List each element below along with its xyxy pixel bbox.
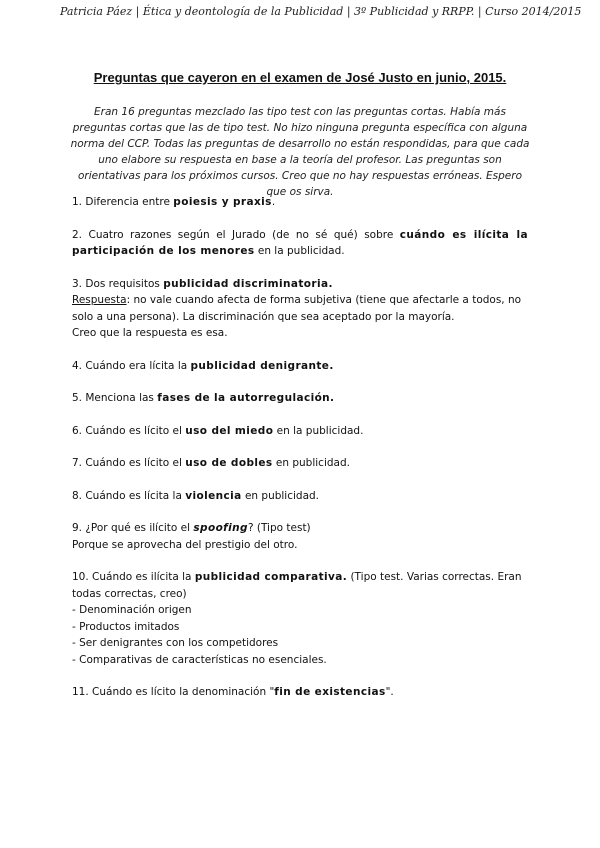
question-2: 2. Cuatro razones según el Jurado (de no sé qué) sobre cuándo es ilícita la participación de los menores en la publicidad. xyxy=(72,228,528,257)
keyword: fases de la autorregulación. xyxy=(157,392,335,404)
question-7: 7. Cuándo es lícito el uso de dobles en publicidad. xyxy=(72,457,350,469)
question-8: 8. Cuándo es lícita la violencia en publicidad. xyxy=(72,489,320,502)
answer-note: Creo que la respuesta es esa. xyxy=(72,327,228,339)
keyword: uso del miedo xyxy=(185,424,274,437)
answer-text: Porque se aprovecha del prestigio del otro. xyxy=(72,538,298,551)
list-item: - Denominación origen xyxy=(72,604,192,616)
question-9: 9. ¿Por qué es ilícito el spoofing? (Tipo test) Porque se aprovecha del prestigio del otro. xyxy=(72,520,528,553)
keyword: publicidad comparativa. xyxy=(194,571,348,583)
intro-paragraph: Eran 16 preguntas mezclado las tipo test con las preguntas cortas. Había más preguntas cortas que las de tipo test. No hizo ninguna pregunta específica con alguna norma del CCP. Todas las preguntas de desarrollo no están respondidas, para que cada uno elabore su respuesta en base a la teoría del profesor. Las preguntas son orientativas para los próximos cursos. Creo que no hay respuestas erróneas. Espero que os sirva. xyxy=(70,106,530,198)
list-item: - Comparativas de características no esenciales. xyxy=(72,653,327,666)
keyword: publicidad denigrante. xyxy=(190,359,334,372)
question-11: 11. Cuándo es lícito la denominación "fin de existencias". xyxy=(72,686,394,698)
questions-list xyxy=(72,194,528,717)
page-title: Preguntas que cayeron en el examen de José Justo en junio, 2015. xyxy=(93,70,507,85)
keyword: poiesis y praxis xyxy=(173,196,272,208)
question-1: 1. Diferencia entre poiesis y praxis. xyxy=(72,196,276,208)
answer-label: Respuesta xyxy=(72,294,127,306)
answer-text: : no vale cuando afecta de forma subjetiva (tiene que afectarle a todos, no solo a una persona). La discriminación que sea aceptado por la mayoría. xyxy=(72,294,522,323)
question-5: 5. Menciona las fases de la autorregulación. xyxy=(72,392,335,404)
list-item: - Ser denigrantes con los competidores xyxy=(72,637,279,649)
question-6: 6. Cuándo es lícito el uso del miedo en la publicidad. xyxy=(72,424,364,437)
question-4: 4. Cuándo era lícita la publicidad denigrante. xyxy=(72,359,334,372)
keyword: fin de existencias xyxy=(274,686,386,698)
keyword: publicidad discriminatoria. xyxy=(163,277,333,290)
keyword: uso de dobles xyxy=(185,457,273,469)
question-10: 10. Cuándo es ilícita la publicidad comparativa. (Tipo test. Varias correctas. Eran todas correctas, creo) - Denominación origen - Productos imitados - Ser denigrantes con los competidores - Comparativas de características no esenciales. xyxy=(72,569,528,668)
list-item: - Productos imitados xyxy=(72,620,180,633)
question-3: 3. Dos requisitos publicidad discriminatoria. Respuesta: no vale cuando afecta de forma subjetiva (tiene que afectarle a todos, no solo a una persona). La discriminación que sea aceptado por la mayoría. Creo que la respuesta es esa. xyxy=(72,276,528,342)
keyword: spoofing xyxy=(193,522,248,534)
page-header: Patricia Páez | Ética y deontología de la Publicidad | 3º Publicidad y RRPP. | Curso 2014/2015 xyxy=(60,5,582,18)
keyword: violencia xyxy=(185,489,242,502)
keyword: cuándo es ilícita la participación de los menores xyxy=(72,228,528,257)
